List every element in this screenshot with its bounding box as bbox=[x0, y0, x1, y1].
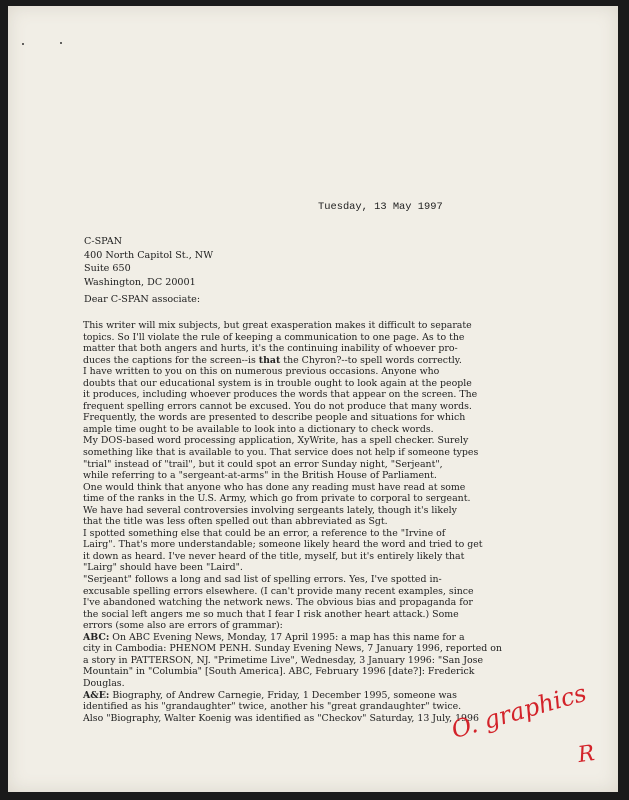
abc-label: ABC: bbox=[83, 631, 110, 643]
body-line: identified as his "grandaughter" twice, another his "great grandaughter" twice. bbox=[83, 701, 462, 713]
body-line: Lairg". That's more understandable; someone likely heard the word and tried to get bbox=[83, 539, 483, 551]
body-line: I've abandoned watching the network news. The obvious bias and propaganda for bbox=[83, 597, 473, 609]
body-line: time of the ranks in the U.S. Army, which go from private to corporal to sergeant. bbox=[83, 493, 471, 505]
ae-label: A&E: bbox=[83, 689, 110, 701]
body-line bbox=[83, 632, 583, 644]
body-line: frequent spelling errors cannot be excused. You do not produce that many words. bbox=[83, 400, 472, 412]
body-line: excusable spelling errors elsewhere. (I can't provide many recent examples, since bbox=[83, 585, 474, 597]
body-line: Douglas. bbox=[83, 677, 125, 689]
body-line: "trial" instead of "trail", but it could spot an error Sunday night, "Serjeant", bbox=[83, 458, 443, 470]
body-line: My DOS-based word processing application, XyWrite, has a spell checker. Surely bbox=[83, 435, 469, 447]
body-line: I spotted something else that could be an error, a reference to the "Irvine of bbox=[83, 527, 446, 539]
body-line: matter that both angers and hurts, it's the continuing inability of whoever pro- bbox=[83, 343, 458, 355]
body-text: Biography, of Andrew Carnegie, Friday, 1 December 1995, someone was bbox=[109, 689, 457, 701]
address-line: 400 North Capitol St., NW bbox=[84, 249, 214, 261]
letter-date: Tuesday, 13 May 1997 bbox=[318, 201, 443, 213]
body-line: "Serjeant" follows a long and sad list of spelling errors. Yes, I've spotted in- bbox=[83, 574, 442, 586]
body-line: topics. So I'll violate the rule of keeping a communication to one page. As to the bbox=[83, 331, 465, 343]
body-line: it produces, including whoever produces the words that appear on the screen. The bbox=[83, 389, 478, 401]
body-line bbox=[83, 355, 583, 367]
body-line: a story in PATTERSON, NJ. "Primetime Live", Wednesday, 3 January 1996: "San Jose bbox=[83, 654, 484, 666]
body-line: that the title was less often spelled out than abbreviated as Sgt. bbox=[83, 516, 388, 528]
body-line: Mountain" in "Columbia" [South America]. ABC, February 1996 [date?]: Frederick bbox=[83, 666, 475, 678]
speck bbox=[22, 43, 24, 45]
body-text: On ABC Evening News, Monday, 17 April 1995: a map has this name for a bbox=[109, 631, 465, 643]
body-text: duces the captions for the screen--is bbox=[83, 354, 259, 366]
body-line: it down as heard. I've never heard of the title, myself, but it's entirely likely that bbox=[83, 550, 465, 562]
body-text: the Chyron?--to spell words correctly. bbox=[280, 354, 462, 366]
body-line: Frequently, the words are presented to describe people and situations for which bbox=[83, 412, 466, 424]
handwritten-mark: R bbox=[576, 740, 597, 769]
body-line: We have had several controversies involving sergeants lately, though it's likely bbox=[83, 504, 457, 516]
address-line: Washington, DC 20001 bbox=[84, 276, 196, 288]
body-line: ample time ought to be available to look into a dictionary to check words. bbox=[83, 423, 434, 435]
body-line: something like that is available to you. That service does not help if someone types bbox=[83, 447, 479, 459]
body-line: city in Cambodia: PHENOM PENH. Sunday Evening News, 7 January 1996, reported on bbox=[83, 643, 502, 655]
body-line: doubts that our educational system is in trouble ought to look again at the people bbox=[83, 377, 472, 389]
letter-body bbox=[83, 320, 583, 724]
body-line: I have written to you on this on numerous previous occasions. Anyone who bbox=[83, 366, 440, 378]
recipient-address bbox=[84, 235, 213, 289]
salutation: Dear C-SPAN associate: bbox=[84, 294, 201, 305]
emphasis-that: that bbox=[258, 354, 281, 366]
body-line: while referring to a "sergeant-at-arms" in the British House of Parliament. bbox=[83, 470, 437, 482]
address-line: C-SPAN bbox=[84, 236, 123, 247]
handwritten-annotation: O. graphics bbox=[448, 678, 590, 744]
body-line: "Lairg" should have been "Laird". bbox=[83, 562, 243, 574]
address-line: Suite 650 bbox=[84, 263, 131, 275]
body-line: Also "Biography, Walter Koenig was identified as "Checkov" Saturday, 13 July, 1996 bbox=[83, 712, 479, 724]
body-line: the social left angers me so much that I fear I risk another heart attack.) Some bbox=[83, 608, 459, 620]
body-line: This writer will mix subjects, but great exasperation makes it difficult to separate bbox=[83, 320, 472, 331]
speck bbox=[60, 42, 62, 44]
body-line: One would think that anyone who has done any reading must have read at some bbox=[83, 481, 466, 493]
body-line: errors (some also are errors of grammar): bbox=[83, 620, 283, 632]
